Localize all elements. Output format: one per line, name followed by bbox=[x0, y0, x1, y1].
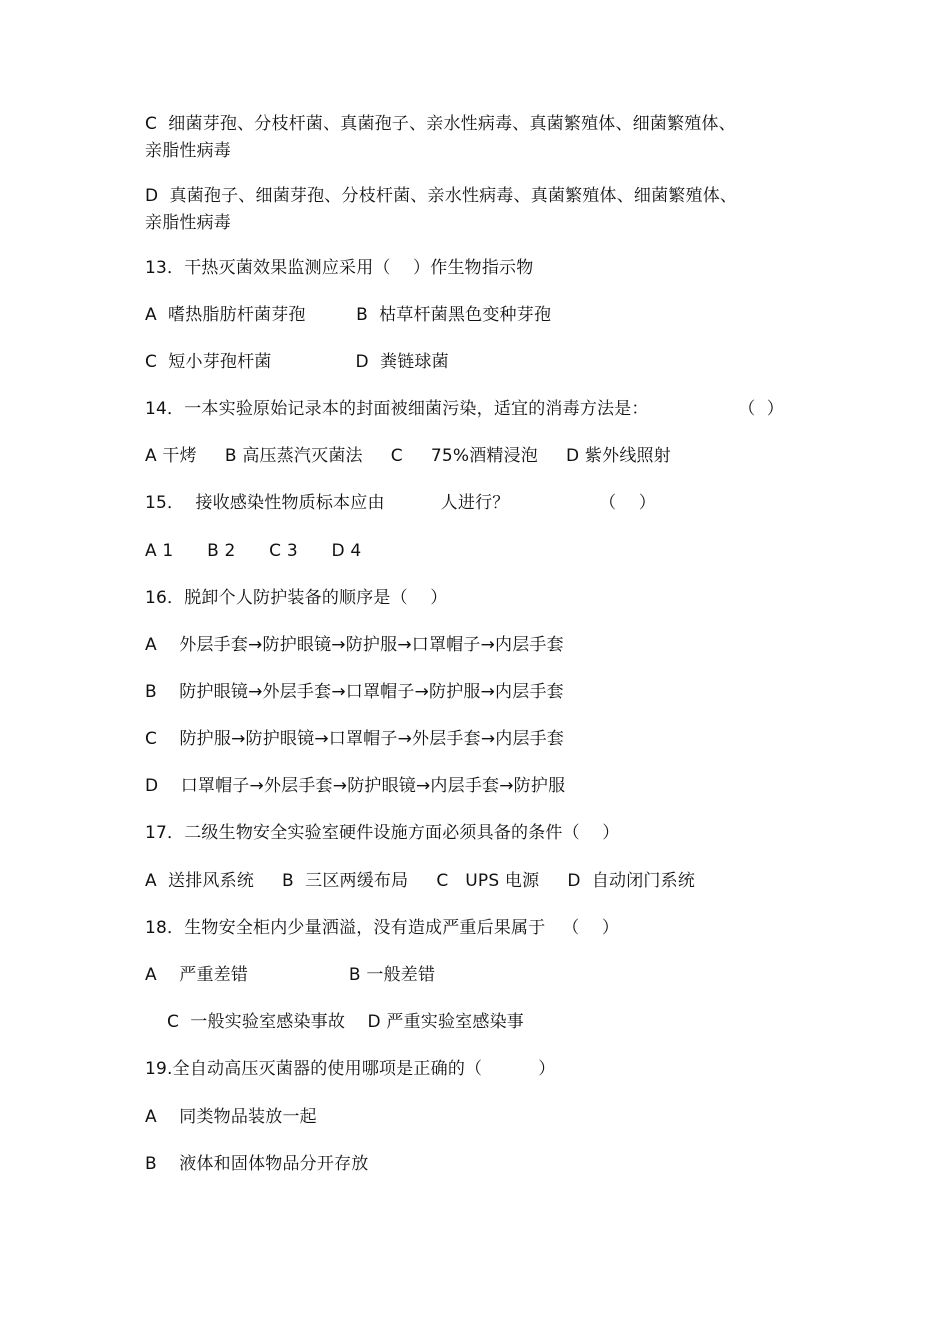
option-12d-line2: 亲脂性病毒 bbox=[145, 213, 231, 233]
question-17: 17．二级生物安全实验室硬件设施方面必须具备的条件（ ） bbox=[145, 823, 620, 843]
option-16c: C 防护服→防护眼镜→口罩帽子→外层手套→内层手套 bbox=[145, 729, 565, 749]
question-13: 13．干热灭菌效果监测应采用（ ）作生物指示物 bbox=[145, 258, 534, 278]
option-19a: A 同类物品装放一起 bbox=[145, 1107, 317, 1127]
question-15: 15． 接收感染性物质标本应由 人进行？ （ ） bbox=[145, 493, 656, 513]
option-12c-line2: 亲脂性病毒 bbox=[145, 141, 231, 161]
question-18: 18．生物安全柜内少量洒溢，没有造成严重后果属于 （ ） bbox=[145, 918, 620, 938]
option-12c-line1: C 细菌芽孢、分枝杆菌、真菌孢子、亲水性病毒、真菌繁殖体、细菌繁殖体、 bbox=[145, 114, 736, 134]
option-12d-line1: D 真菌孢子、细菌芽孢、分枝杆菌、亲水性病毒、真菌繁殖体、细菌繁殖体、 bbox=[145, 186, 738, 206]
option-16b: B 防护眼镜→外层手套→口罩帽子→防护服→内层手套 bbox=[145, 682, 564, 702]
question-14: 14．一本实验原始记录本的封面被细菌污染，适宜的消毒方法是： （ ） bbox=[145, 399, 784, 419]
option-19b: B 液体和固体物品分开存放 bbox=[145, 1154, 369, 1174]
options-18-cd: C 一般实验室感染事故 D 严重实验室感染事 bbox=[167, 1012, 524, 1032]
options-17: A 送排风系统 B 三区两缓布局 C UPS 电源 D 自动闭门系统 bbox=[145, 871, 696, 891]
options-18-ab: A 严重差错 B 一般差错 bbox=[145, 965, 436, 985]
options-15: A 1 B 2 C 3 D 4 bbox=[145, 541, 362, 561]
options-13-cd: C 短小芽孢杆菌 D 粪链球菌 bbox=[145, 352, 449, 372]
option-16a: A 外层手套→防护眼镜→防护服→口罩帽子→内层手套 bbox=[145, 635, 564, 655]
options-13-ab: A 嗜热脂肪杆菌芽孢 B 枯草杆菌黑色变种芽孢 bbox=[145, 305, 552, 325]
options-14: A 干烤 B 高压蒸汽灭菌法 C 75%酒精浸泡 D 紫外线照射 bbox=[145, 446, 671, 466]
option-16d: D 口罩帽子→外层手套→防护眼镜→内层手套→防护服 bbox=[145, 776, 566, 796]
question-19: 19.全自动高压灭菌器的使用哪项是正确的（ ） bbox=[145, 1059, 556, 1079]
question-16: 16．脱卸个人防护装备的顺序是（ ） bbox=[145, 588, 448, 608]
